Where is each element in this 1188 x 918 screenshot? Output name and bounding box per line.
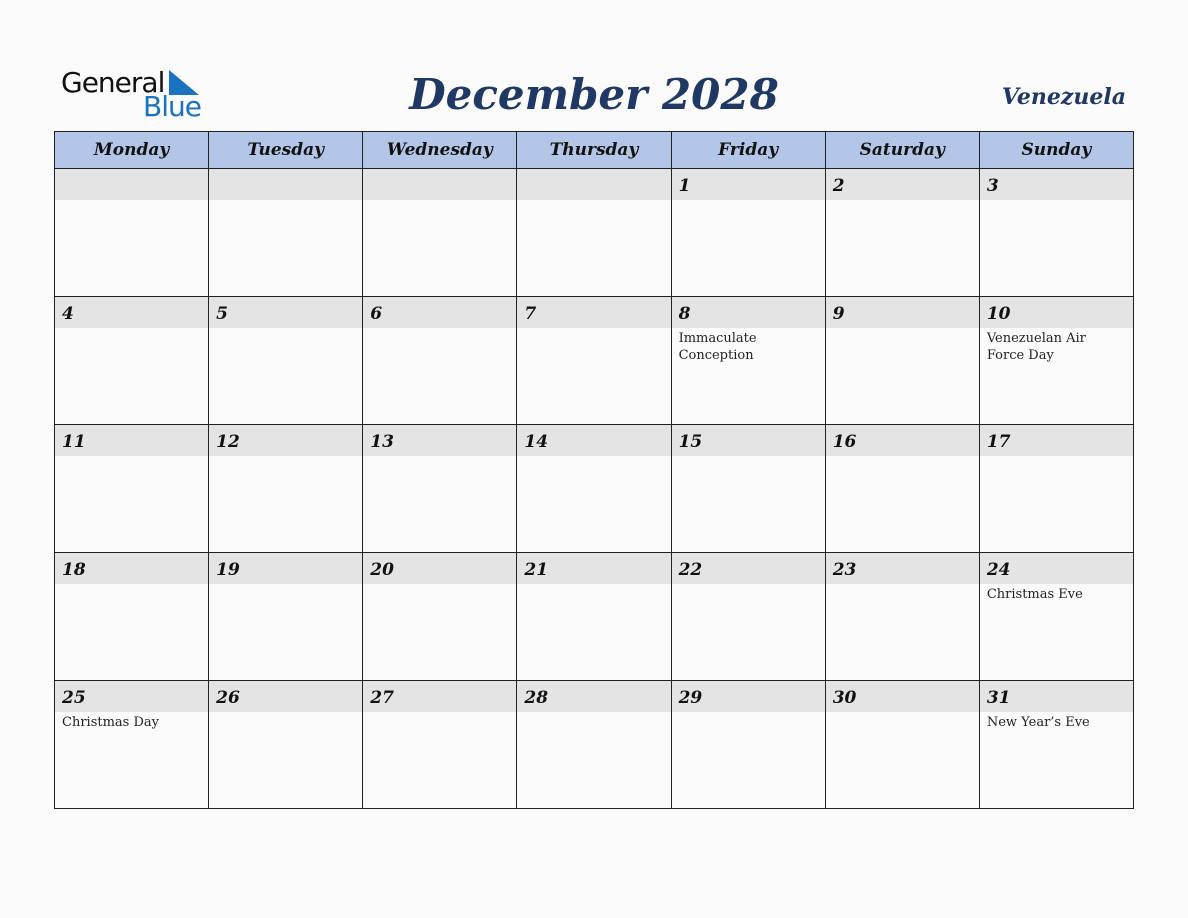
day-number: 17 bbox=[980, 425, 1133, 456]
holiday-label: New Year’s Eve bbox=[986, 715, 1090, 730]
day-cell bbox=[671, 681, 825, 809]
day-cell bbox=[209, 553, 363, 681]
day-cell bbox=[55, 681, 209, 809]
day-number: 28 bbox=[517, 681, 670, 712]
weekday-header-thursday: Thursday bbox=[517, 132, 671, 169]
weekday-header-row bbox=[55, 132, 1134, 169]
day-cell bbox=[363, 553, 517, 681]
day-cell bbox=[363, 169, 517, 297]
weekday-header-tuesday: Tuesday bbox=[209, 132, 363, 169]
day-cell bbox=[979, 297, 1133, 425]
day-number bbox=[55, 169, 208, 200]
day-cell bbox=[517, 297, 671, 425]
day-number: 10 bbox=[980, 297, 1133, 328]
day-number: 5 bbox=[209, 297, 362, 328]
day-number: 11 bbox=[55, 425, 208, 456]
weekday-header-monday: Monday bbox=[55, 132, 209, 169]
weekday-header-sunday: Sunday bbox=[979, 132, 1133, 169]
holiday-label: Christmas Eve bbox=[986, 587, 1083, 602]
week-row bbox=[55, 425, 1134, 553]
day-number: 21 bbox=[517, 553, 670, 584]
day-number: 16 bbox=[826, 425, 979, 456]
day-cell bbox=[517, 681, 671, 809]
holiday-label: Venezuelan Air Force Day bbox=[986, 331, 1086, 363]
day-cell bbox=[55, 553, 209, 681]
day-number bbox=[363, 169, 516, 200]
day-number: 1 bbox=[672, 169, 825, 200]
day-number: 12 bbox=[209, 425, 362, 456]
day-cell bbox=[363, 681, 517, 809]
day-number: 18 bbox=[55, 553, 208, 584]
day-cell bbox=[209, 425, 363, 553]
weekday-header-wednesday: Wednesday bbox=[363, 132, 517, 169]
logo-general-text: General bbox=[61, 66, 165, 99]
week-row bbox=[55, 681, 1134, 809]
weekday-header-friday: Friday bbox=[671, 132, 825, 169]
day-cell bbox=[825, 169, 979, 297]
weekday-header-saturday: Saturday bbox=[825, 132, 979, 169]
day-cell bbox=[671, 169, 825, 297]
day-cell bbox=[825, 553, 979, 681]
day-cell bbox=[55, 297, 209, 425]
day-cell bbox=[209, 297, 363, 425]
day-cell bbox=[55, 169, 209, 297]
day-number: 20 bbox=[363, 553, 516, 584]
day-number: 26 bbox=[209, 681, 362, 712]
day-cell bbox=[517, 169, 671, 297]
day-cell bbox=[671, 553, 825, 681]
day-number: 14 bbox=[517, 425, 670, 456]
day-cell bbox=[209, 169, 363, 297]
day-number: 7 bbox=[517, 297, 670, 328]
day-number: 29 bbox=[672, 681, 825, 712]
day-number: 13 bbox=[363, 425, 516, 456]
day-cell bbox=[363, 425, 517, 553]
day-cell bbox=[671, 425, 825, 553]
day-cell bbox=[363, 297, 517, 425]
day-cell bbox=[825, 297, 979, 425]
day-number: 31 bbox=[980, 681, 1133, 712]
day-cell bbox=[979, 169, 1133, 297]
day-cell bbox=[671, 297, 825, 425]
day-number: 3 bbox=[980, 169, 1133, 200]
holiday-label: Immaculate Conception bbox=[678, 331, 757, 363]
day-cell bbox=[979, 553, 1133, 681]
week-row bbox=[55, 553, 1134, 681]
day-number: 15 bbox=[672, 425, 825, 456]
holiday-label: Christmas Day bbox=[62, 715, 159, 730]
week-row bbox=[55, 169, 1134, 297]
day-number: 25 bbox=[55, 681, 208, 712]
day-number: 8 bbox=[672, 297, 825, 328]
day-number: 27 bbox=[363, 681, 516, 712]
day-cell bbox=[55, 425, 209, 553]
week-row bbox=[55, 297, 1134, 425]
day-number: 19 bbox=[209, 553, 362, 584]
day-number: 4 bbox=[55, 297, 208, 328]
day-number: 22 bbox=[672, 553, 825, 584]
page-title: December 2028 bbox=[409, 70, 779, 119]
day-number: 6 bbox=[363, 297, 516, 328]
day-number bbox=[517, 169, 670, 200]
day-number: 30 bbox=[826, 681, 979, 712]
day-cell bbox=[825, 425, 979, 553]
day-cell bbox=[517, 425, 671, 553]
day-number: 9 bbox=[826, 297, 979, 328]
day-number: 23 bbox=[826, 553, 979, 584]
day-cell bbox=[979, 425, 1133, 553]
calendar-grid bbox=[54, 131, 1134, 809]
day-number: 24 bbox=[980, 553, 1133, 584]
day-cell bbox=[979, 681, 1133, 809]
logo-blue-text: Blue bbox=[143, 90, 201, 123]
day-cell bbox=[825, 681, 979, 809]
day-cell bbox=[209, 681, 363, 809]
day-number: 2 bbox=[826, 169, 979, 200]
day-number bbox=[209, 169, 362, 200]
country-label: Venezuela bbox=[1001, 84, 1126, 110]
day-cell bbox=[517, 553, 671, 681]
